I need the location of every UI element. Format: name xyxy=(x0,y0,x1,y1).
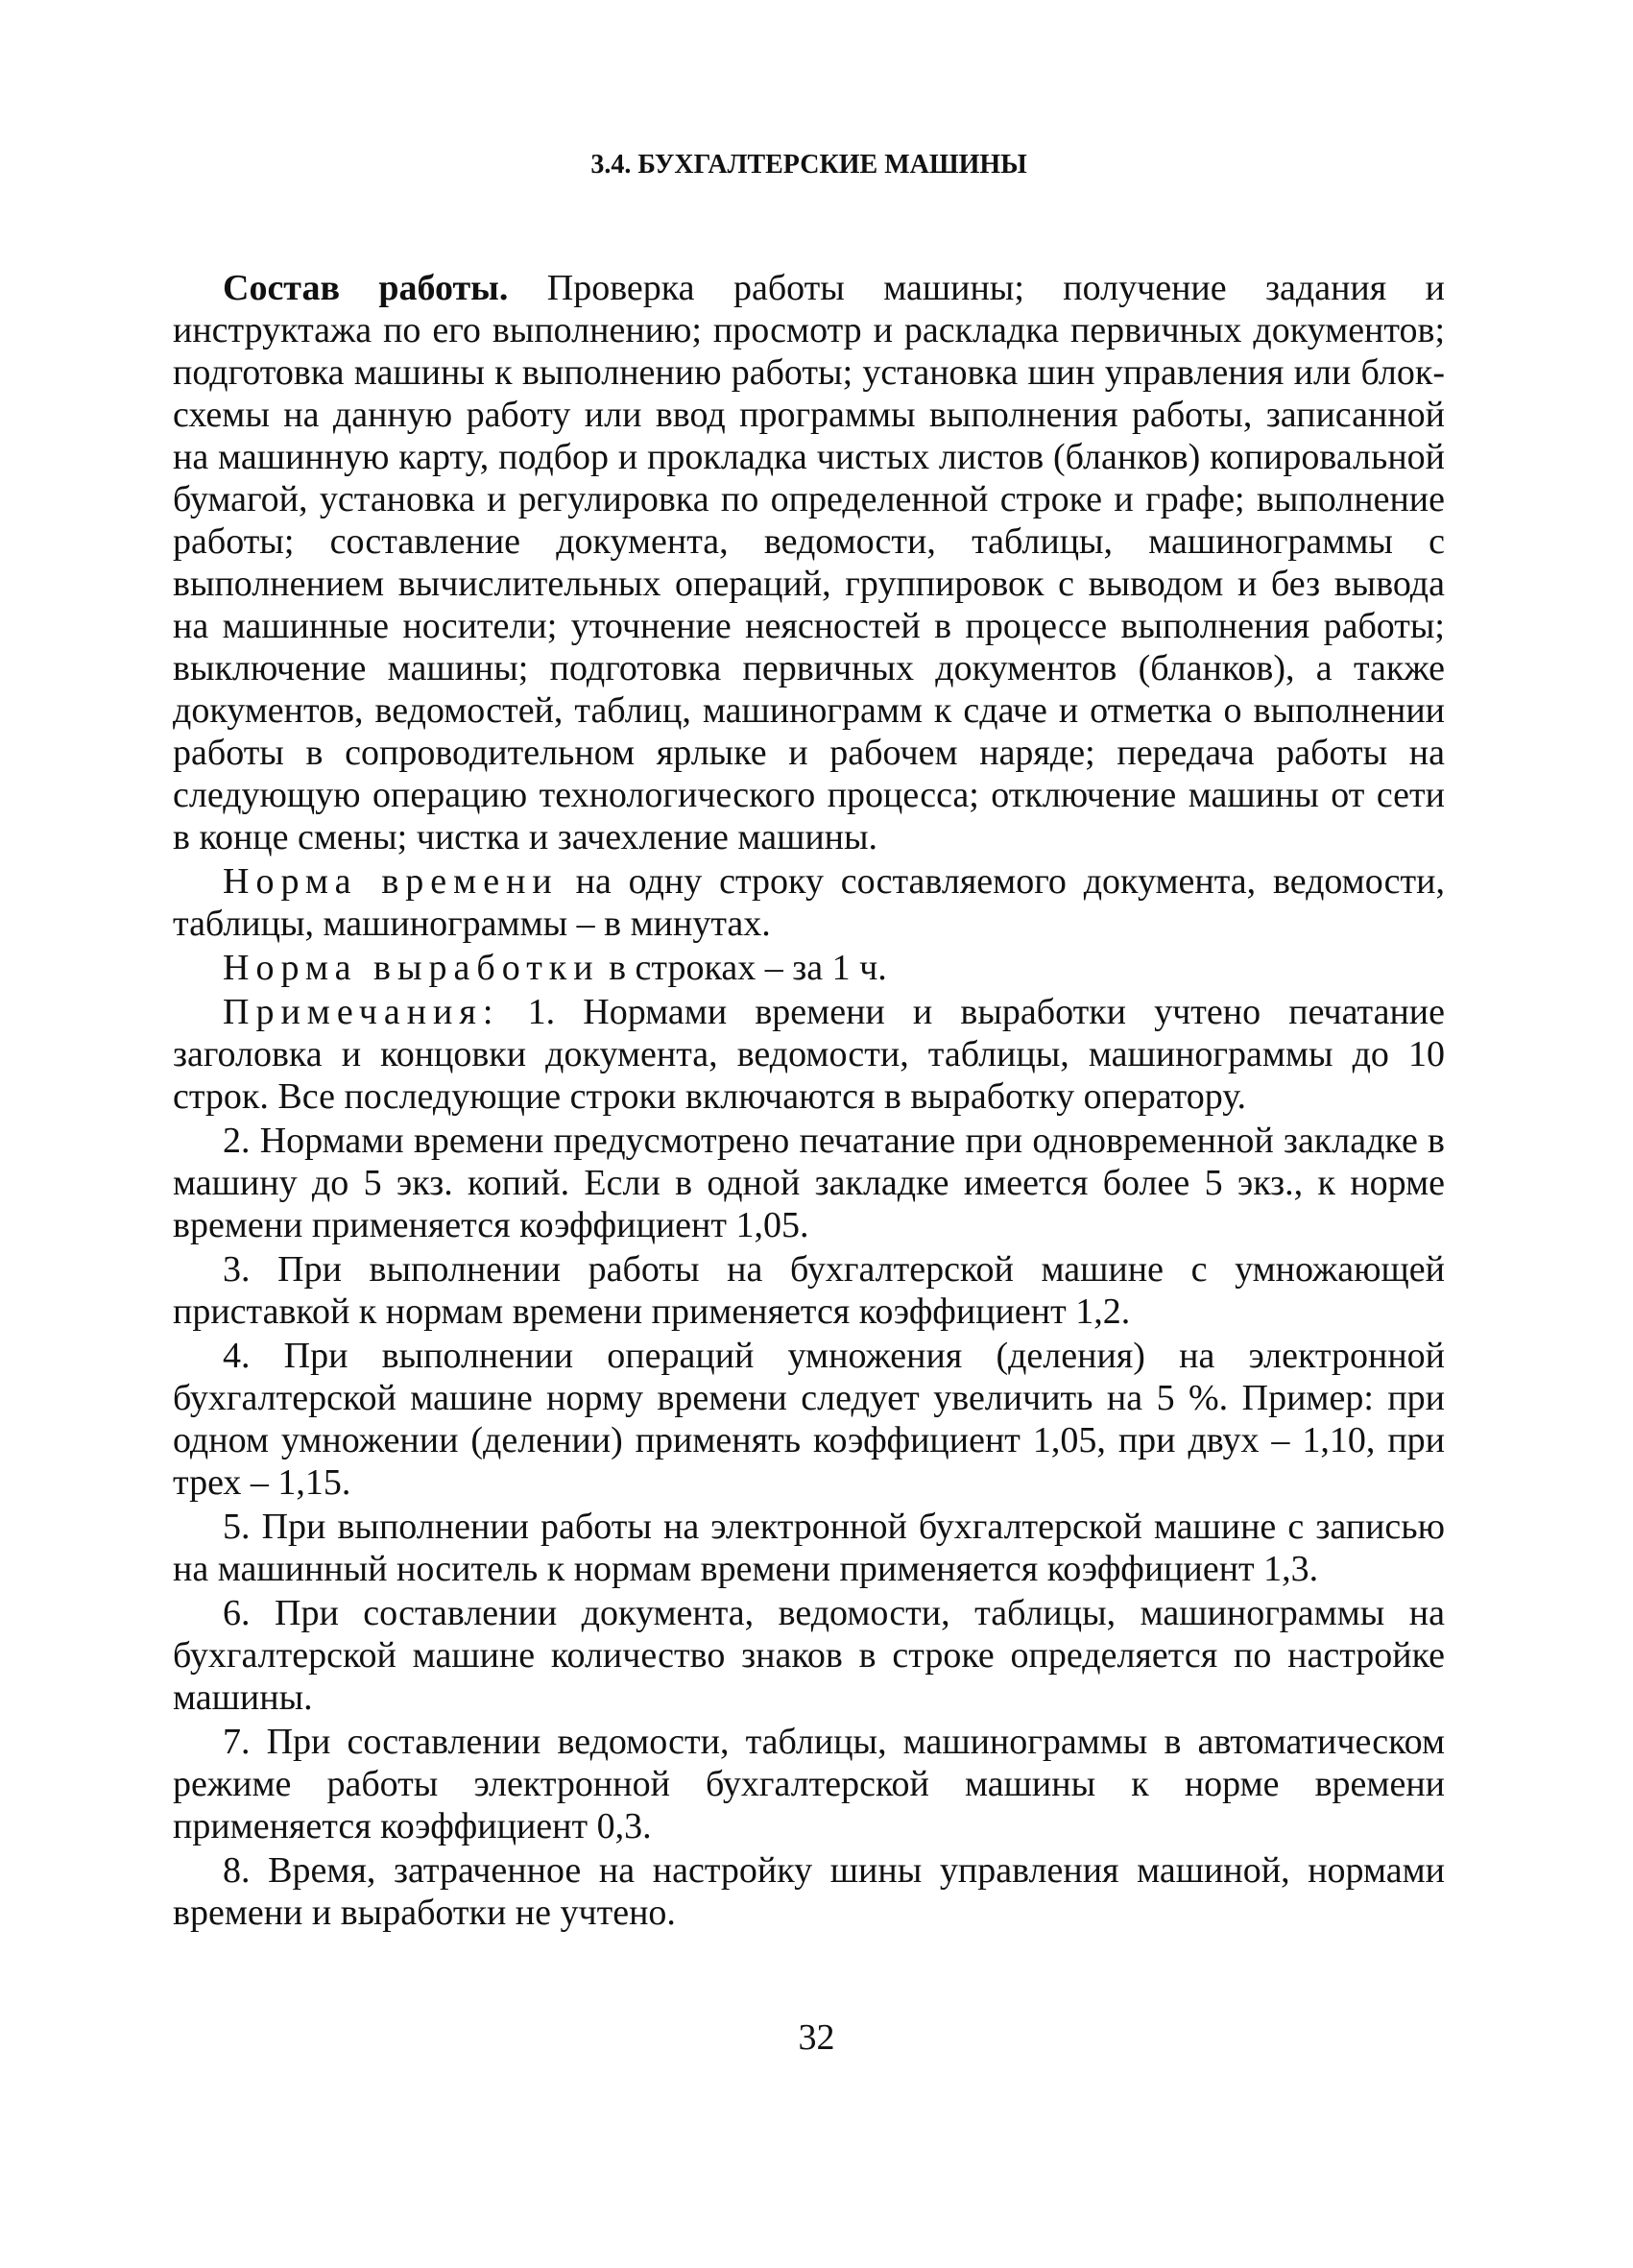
output-norm-text: в строках – за 1 ч. xyxy=(599,948,887,988)
output-norm-paragraph xyxy=(173,947,1445,989)
page-number: 32 xyxy=(798,2017,835,2058)
time-norm-text: на одну строку составляемого документа, ведомости, таблицы, машинограммы – в минутах. xyxy=(173,861,1445,944)
note-8: 8. Время, затраченное на настройку шины управления машиной, нормами времени и выработки не учтено. xyxy=(173,1850,1445,1933)
note-2: 2. Нормами времени предусмотрено печатание при одновременной закладке в машину до 5 экз. копий. Если в одной закладке имеется более 5 экз., к норме времени применяется коэффициент 1,05. xyxy=(173,1121,1445,1245)
note-1-text: 1. Нормами времени и выработки учтено печатание заголовка и концовки документа, ведомости, таблицы, машинограммы до 10 строк. Все последующие строки включаются в выработку оператору. xyxy=(173,992,1445,1117)
note-5: 5. При выполнении работы на электронной бухгалтерской машине с записью на машинный носитель к нормам времени применяется коэффициент 1,3. xyxy=(173,1507,1445,1589)
work-composition-lead: Состав работы. xyxy=(223,268,509,308)
notes-lead: Примечания: xyxy=(223,992,500,1032)
time-norm-lead: Норма времени xyxy=(223,861,559,902)
output-norm-lead: Норма выработки xyxy=(223,948,600,988)
section-title: 3.4. БУХГАЛТЕРСКИЕ МАШИНЫ xyxy=(590,150,1027,180)
note-6: 6. При составлении документа, ведомости, таблицы, машинограммы на бухгалтерской машине количество знаков в строке определяется по настройке машины. xyxy=(173,1593,1445,1718)
work-composition-paragraph xyxy=(173,267,1445,858)
note-3: 3. При выполнении работы на бухгалтерской машине с умножающей приставкой к нормам времени применяется коэффициент 1,2. xyxy=(173,1249,1445,1332)
note-4: 4. При выполнении операций умножения (деления) на электронной бухгалтерской машине норму времени следует увеличить на 5 %. Пример: при одном умножении (делении) применять коэффициент 1,05, при двух – 1,10, при трех – 1,15. xyxy=(173,1336,1445,1503)
notes-paragraph xyxy=(173,991,1445,1118)
work-composition-text: Проверка работы машины; получение задания и инструктажа по его выполнению; просмотр и раскладка первичных документов; подготовка машины к выполнению работы; установка шин управления или блок-схемы на данную работу или ввод программы выполнения работы, записанной на машинную карту, подбор и прокладка чистых листов (бланков) копировальной бумагой, установка и регулировка по определенной строке и графе; выполнение работы; составление документа, ведомости, таблицы, машинограммы с выполнением вычислительных операций, группировок с выводом и без вывода на машинные носители; уточнение неясностей в процессе выполнения работы; выключение машины; подготовка первичных документов (бланков), а также документов, ведомостей, таблиц, машинограмм к сдаче и отметка о выполнении работы в сопроводительном ярлыке и рабочем наряде; передача работы на следующую операцию технологического процесса; отключение машины от сети в конце смены; чистка и зачехление машины. xyxy=(173,268,1445,857)
note-7: 7. При составлении ведомости, таблицы, машинограммы в автоматическом режиме работы электронной бухгалтерской машины к норме времени применяется коэффициент 0,3. xyxy=(173,1722,1445,1846)
document-page xyxy=(173,144,1445,1936)
time-norm-paragraph xyxy=(173,860,1445,945)
